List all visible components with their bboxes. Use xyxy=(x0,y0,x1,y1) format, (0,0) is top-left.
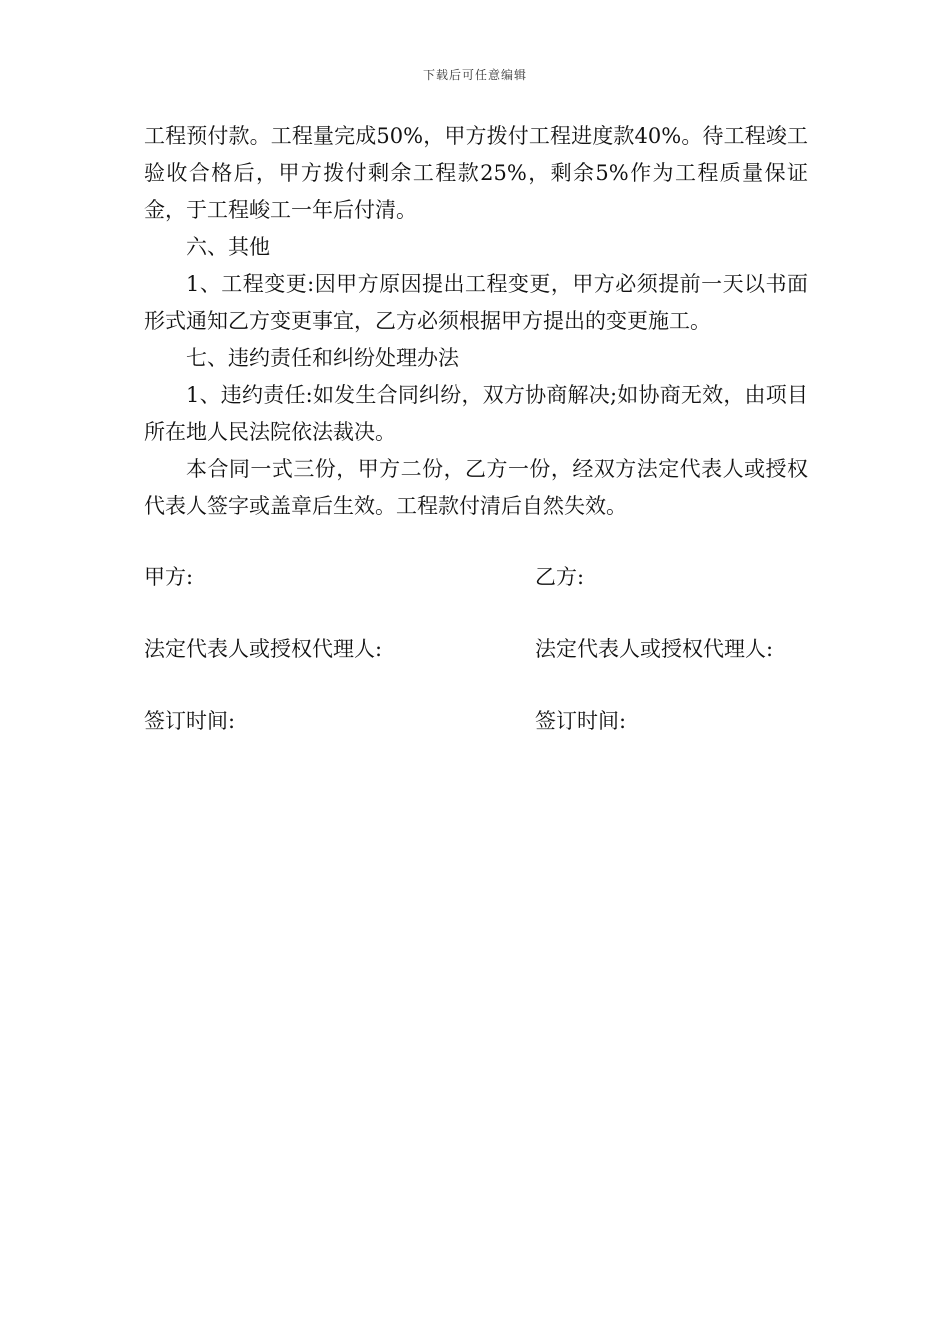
date-row xyxy=(144,707,808,735)
liability-clause-paragraph: 1、违约责任:如发生合同纠纷，双方协商解决;如协商无效，由项目所在地人民法院依法裁决。 xyxy=(144,383,808,444)
page-header-note: 下载后可任意编辑 xyxy=(422,68,527,82)
party-a-representative-label: 法定代表人或授权代理人: xyxy=(144,637,383,661)
party-b-date-label: 签订时间: xyxy=(535,709,627,733)
validity-paragraph: 本合同一式三份，甲方二份，乙方一份，经双方法定代表人或授权代表人签字或盖章后生效。工程款付清后自然失效。 xyxy=(144,457,808,518)
change-clause-paragraph: 1、工程变更:因甲方原因提出工程变更，甲方必须提前一天以书面形式通知乙方变更事宜，乙方必须根据甲方提出的变更施工。 xyxy=(144,272,808,333)
party-a-date-label: 签订时间: xyxy=(144,709,236,733)
contract-body xyxy=(144,118,808,525)
party-a-label: 甲方: xyxy=(144,565,194,589)
party-b-representative-label: 法定代表人或授权代理人: xyxy=(535,637,774,661)
payment-paragraph: 工程预付款。工程量完成50%，甲方拨付工程进度款40%。待工程竣工验收合格后，甲方拨付剩余工程款25%，剩余5%作为工程质量保证金，于工程峻工一年后付清。 xyxy=(144,124,808,222)
party-b-label: 乙方: xyxy=(535,565,585,589)
section-heading-other: 六、其他 xyxy=(186,235,270,259)
party-row xyxy=(144,563,808,591)
signature-block xyxy=(144,563,808,735)
representative-row xyxy=(144,635,808,663)
section-heading-liability: 七、违约责任和纠纷处理办法 xyxy=(186,346,459,370)
